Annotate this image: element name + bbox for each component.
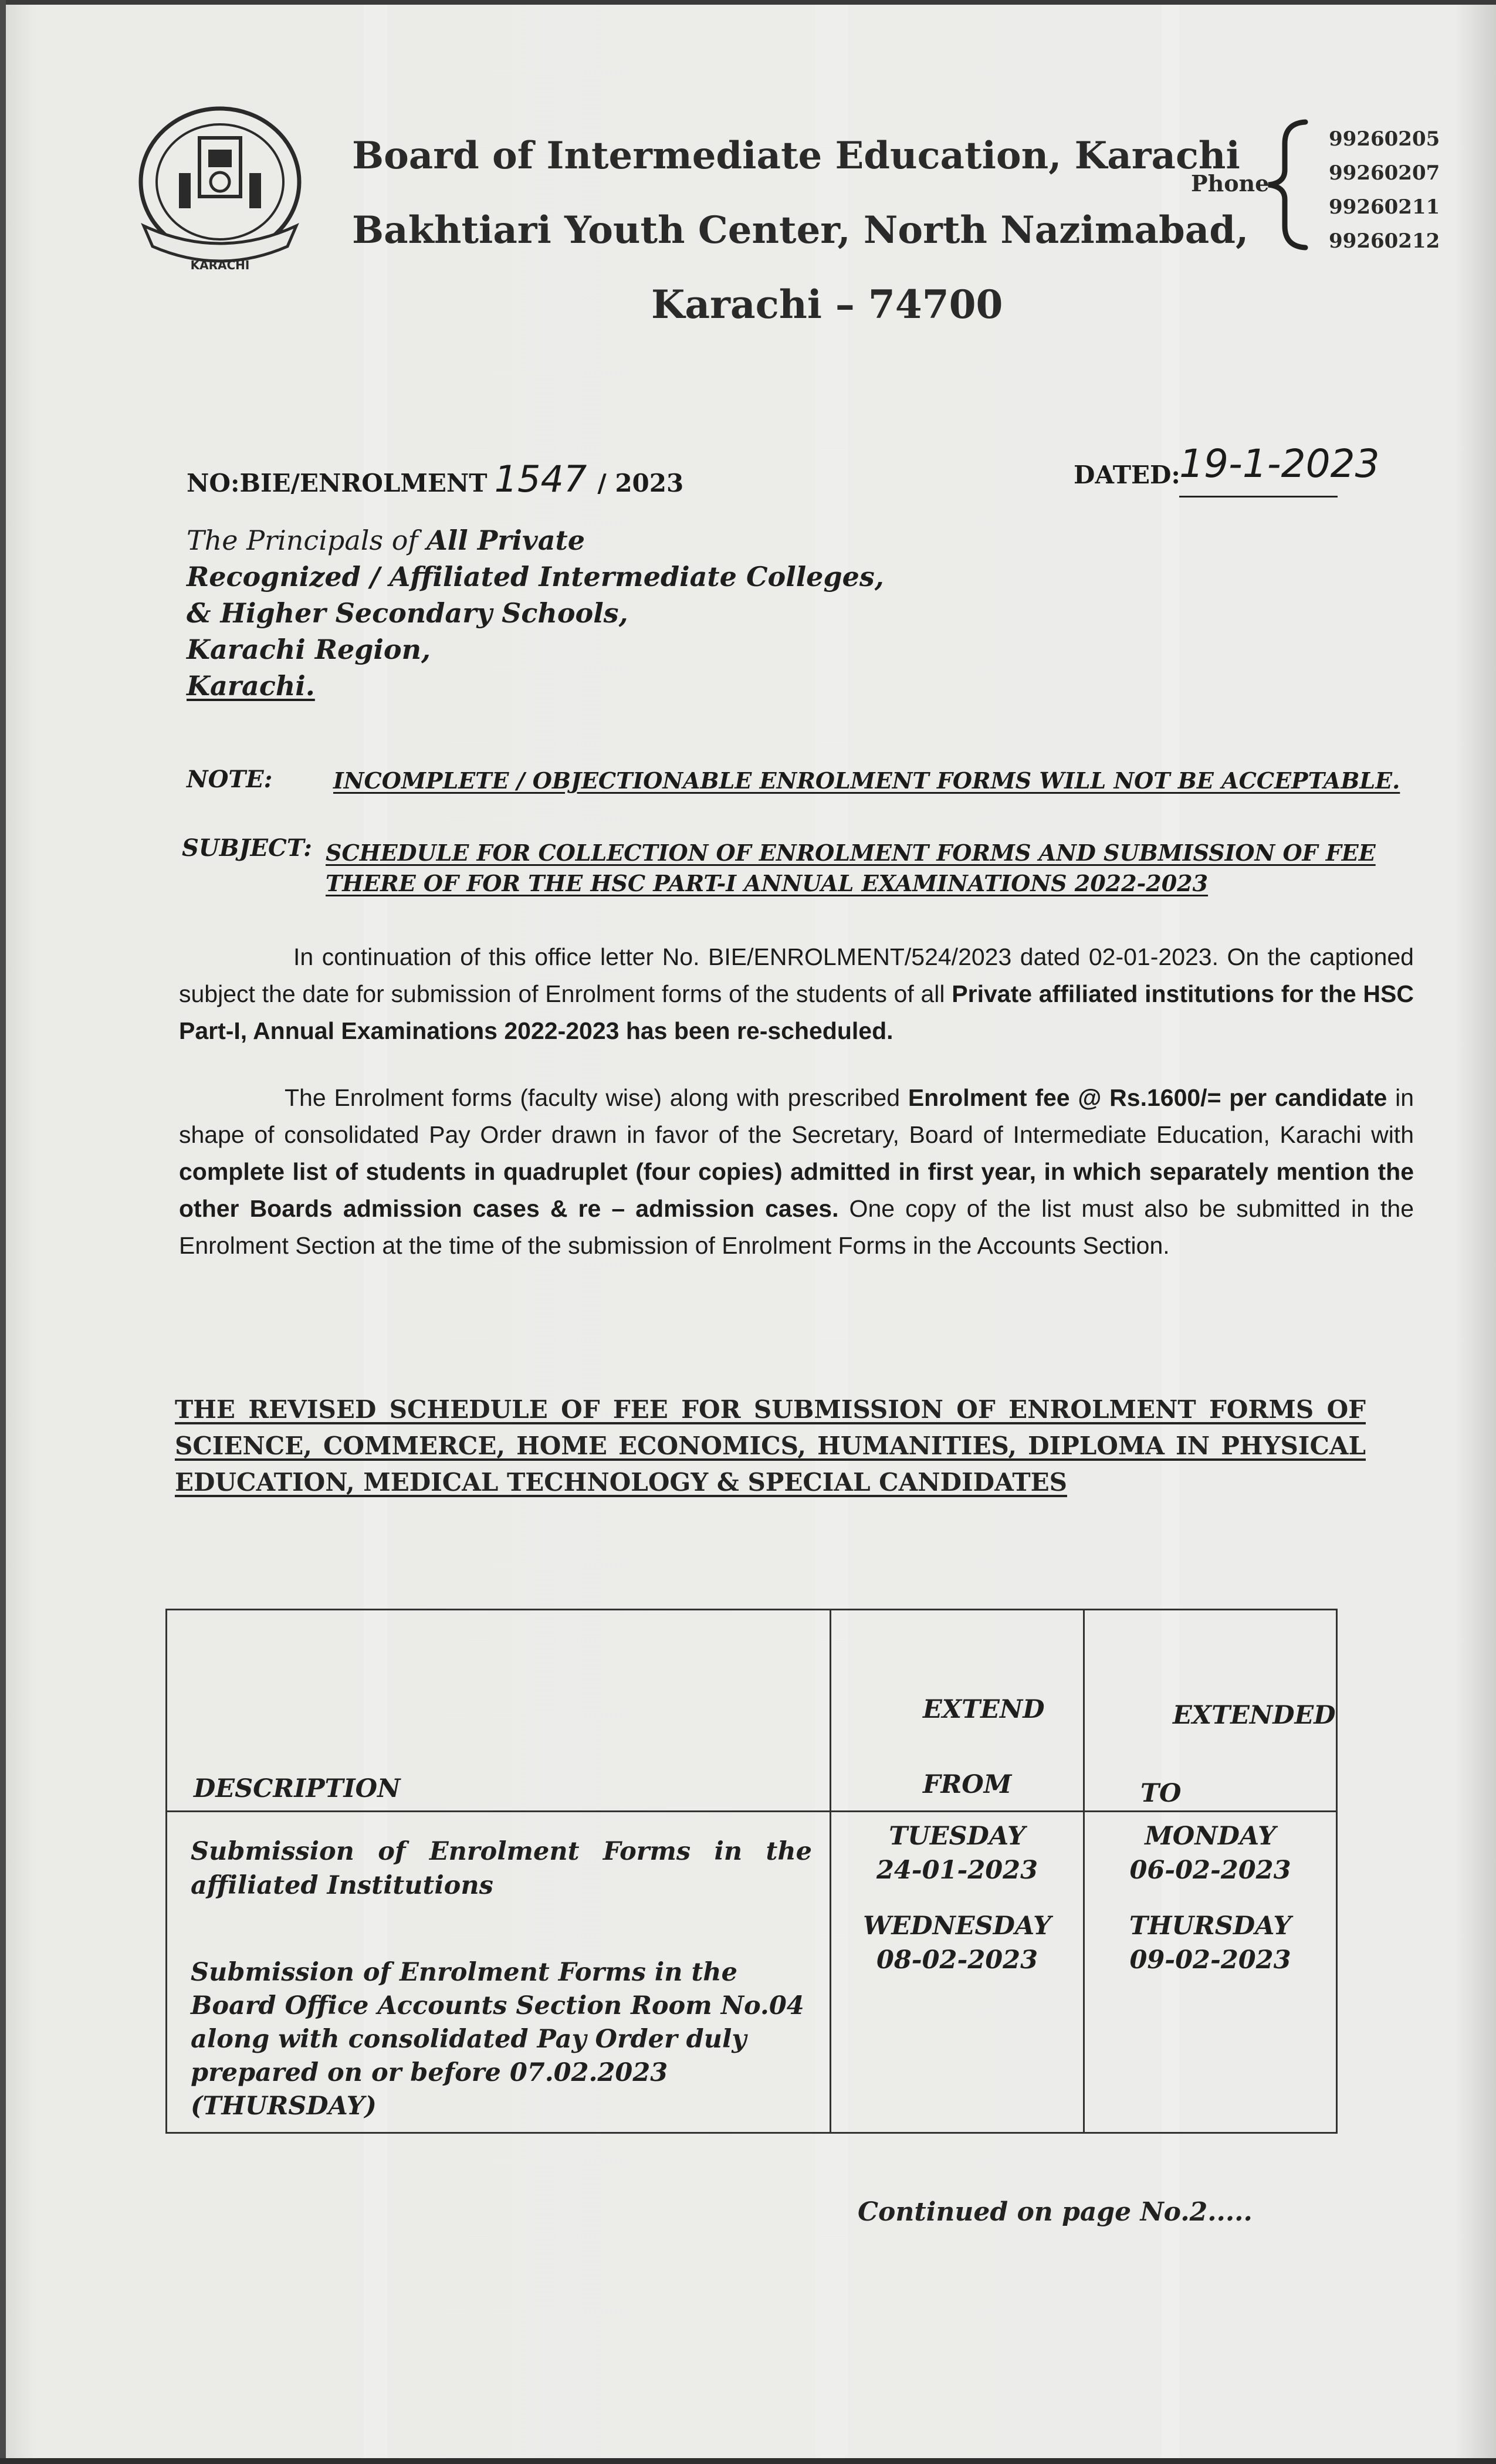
board-city-line: Karachi – 74700: [651, 282, 1003, 327]
from-day: WEDNESDAY: [863, 1911, 1051, 1941]
addressee-line: & Higher Secondary Schools,: [187, 597, 628, 629]
table-row: [167, 2020, 1337, 2133]
reference-number: [187, 458, 683, 500]
reference-prefix: NO:BIE/ENROLMENT: [187, 469, 488, 497]
paragraph-text: The Enrolment forms (faculty wise) along with prescribed: [285, 1084, 908, 1111]
phone-number: 99260205: [1329, 127, 1440, 151]
header-description: [167, 1610, 831, 1812]
board-logo-seal: [132, 103, 308, 279]
note-label: NOTE:: [187, 766, 273, 793]
schedule-table: [165, 1609, 1338, 2134]
board-name: Board of Intermediate Education, Karachi: [352, 134, 1240, 178]
phone-number: 99260207: [1329, 161, 1440, 185]
phone-numbers: [1329, 122, 1440, 258]
paragraph-text: One copy of the list must also be submitted in the Enrolment Section at the time of the submission of Enrolment Forms in the Accounts Section.: [179, 1195, 1414, 1259]
from-date: 24-01-2023: [876, 1856, 1038, 1885]
header-to-line1: EXTENDED: [1172, 1701, 1336, 1730]
row-description-cell: [167, 1958, 831, 2133]
paragraph-bold-text: Private affiliated institutions for the HSC Part-I, Annual Examinations 2022-2023 has been re-scheduled.: [179, 980, 1414, 1044]
paragraph-text: in shape of consolidated Pay Order drawn in favor of the Secretary, Board of Intermediate Education, Karachi with: [179, 1084, 1414, 1148]
row-to-cell: [1084, 1911, 1336, 2133]
table-header-row: [167, 1610, 1337, 1812]
dated-label: DATED:: [1074, 461, 1180, 489]
paragraph-enrolment-forms: [179, 1079, 1414, 1264]
note-text: INCOMPLETE / OBJECTIONABLE ENROLMENT FORMS WILL NOT BE ACCEPTABLE.: [333, 767, 1400, 794]
row-from-cell: [830, 1911, 1084, 2133]
subject-label: SUBJECT:: [182, 834, 312, 862]
phone-number: 99260211: [1329, 195, 1440, 219]
header-to-line2: TO: [1140, 1779, 1182, 1808]
paragraph-bold-text: Enrolment fee @ Rs.1600/= per candidate: [908, 1084, 1387, 1111]
addressee-line-bold: All Private: [427, 524, 585, 556]
from-date: 08-02-2023: [876, 1945, 1038, 1975]
handwritten-date: 19-1-2023: [1179, 441, 1380, 486]
paragraph-bold-text: complete list of students in quadruplet (four copies) admitted in first year, in which separately mention the other Boards admission cases & re – admission cases.: [179, 1158, 1414, 1222]
scan-bottom-edge: [0, 2458, 1496, 2464]
date-underline: [1179, 496, 1338, 497]
header-description-label: DESCRIPTION: [194, 1774, 401, 1803]
header-from-line1: EXTEND: [922, 1695, 1045, 1724]
continued-note: Continued on page No.2.....: [858, 2197, 1253, 2227]
handwritten-number: 1547: [494, 458, 587, 500]
row-description: Submission of Enrolment Forms in the Board Office Accounts Section Room No.04 along with consolidated Pay Order duly prepared on or before 07.02.2023 (THURSDAY): [191, 1958, 804, 2121]
addressee-line: Recognized / Affiliated Intermediate Colleges,: [187, 561, 884, 593]
header-from-line2: FROM: [922, 1770, 1012, 1799]
schedule-heading: THE REVISED SCHEDULE OF FEE FOR SUBMISSION OF ENROLMENT FORMS OF SCIENCE, COMMERCE, HOME ECONOMICS, HUMANITIES, DIPLOMA IN PHYSICAL EDUCATION, MEDICAL TECHNOLOGY & SPECIAL CANDIDATES: [175, 1395, 1366, 1497]
paragraph-text: In continuation of this office letter No. BIE/ENROLMENT/524/2023 dated 02-01-2023. On the captioned subject the date for submission of Enrolment forms of the students of all: [179, 943, 1414, 1007]
addressee-block: [187, 522, 884, 704]
reference-suffix: / 2023: [597, 469, 684, 497]
scan-left-edge: [0, 0, 6, 2464]
brace-icon: [1261, 117, 1314, 252]
addressee-line: The Principals of: [187, 524, 427, 556]
phone-label: Phone: [1191, 170, 1270, 197]
to-date: 06-02-2023: [1129, 1856, 1291, 1885]
paragraph-continuation: [179, 939, 1414, 1050]
to-day: MONDAY: [1145, 1822, 1276, 1851]
phone-number: 99260212: [1329, 229, 1440, 253]
to-date: 09-02-2023: [1129, 1945, 1291, 1975]
row-description: Submission of Enrolment Forms in the affiliated Institutions: [191, 1837, 812, 1900]
to-day: THURSDAY: [1129, 1911, 1292, 1941]
addressee-line: Karachi Region,: [187, 634, 431, 665]
svg-text:KARACHI: KARACHI: [190, 258, 250, 272]
header-extended-to: [1084, 1610, 1336, 1812]
addressee-line: Karachi.: [187, 670, 315, 702]
from-day: TUESDAY: [889, 1822, 1025, 1851]
scan-top-edge: [0, 0, 1496, 5]
board-address-line: Bakhtiari Youth Center, North Nazimabad,: [352, 208, 1249, 252]
header-extend-from: [830, 1610, 1084, 1812]
subject-text: SCHEDULE FOR COLLECTION OF ENROLMENT FORMS AND SUBMISSION OF FEE THERE OF FOR THE HSC PART-I ANNUAL EXAMINATIONS 2022-2023: [326, 840, 1376, 896]
